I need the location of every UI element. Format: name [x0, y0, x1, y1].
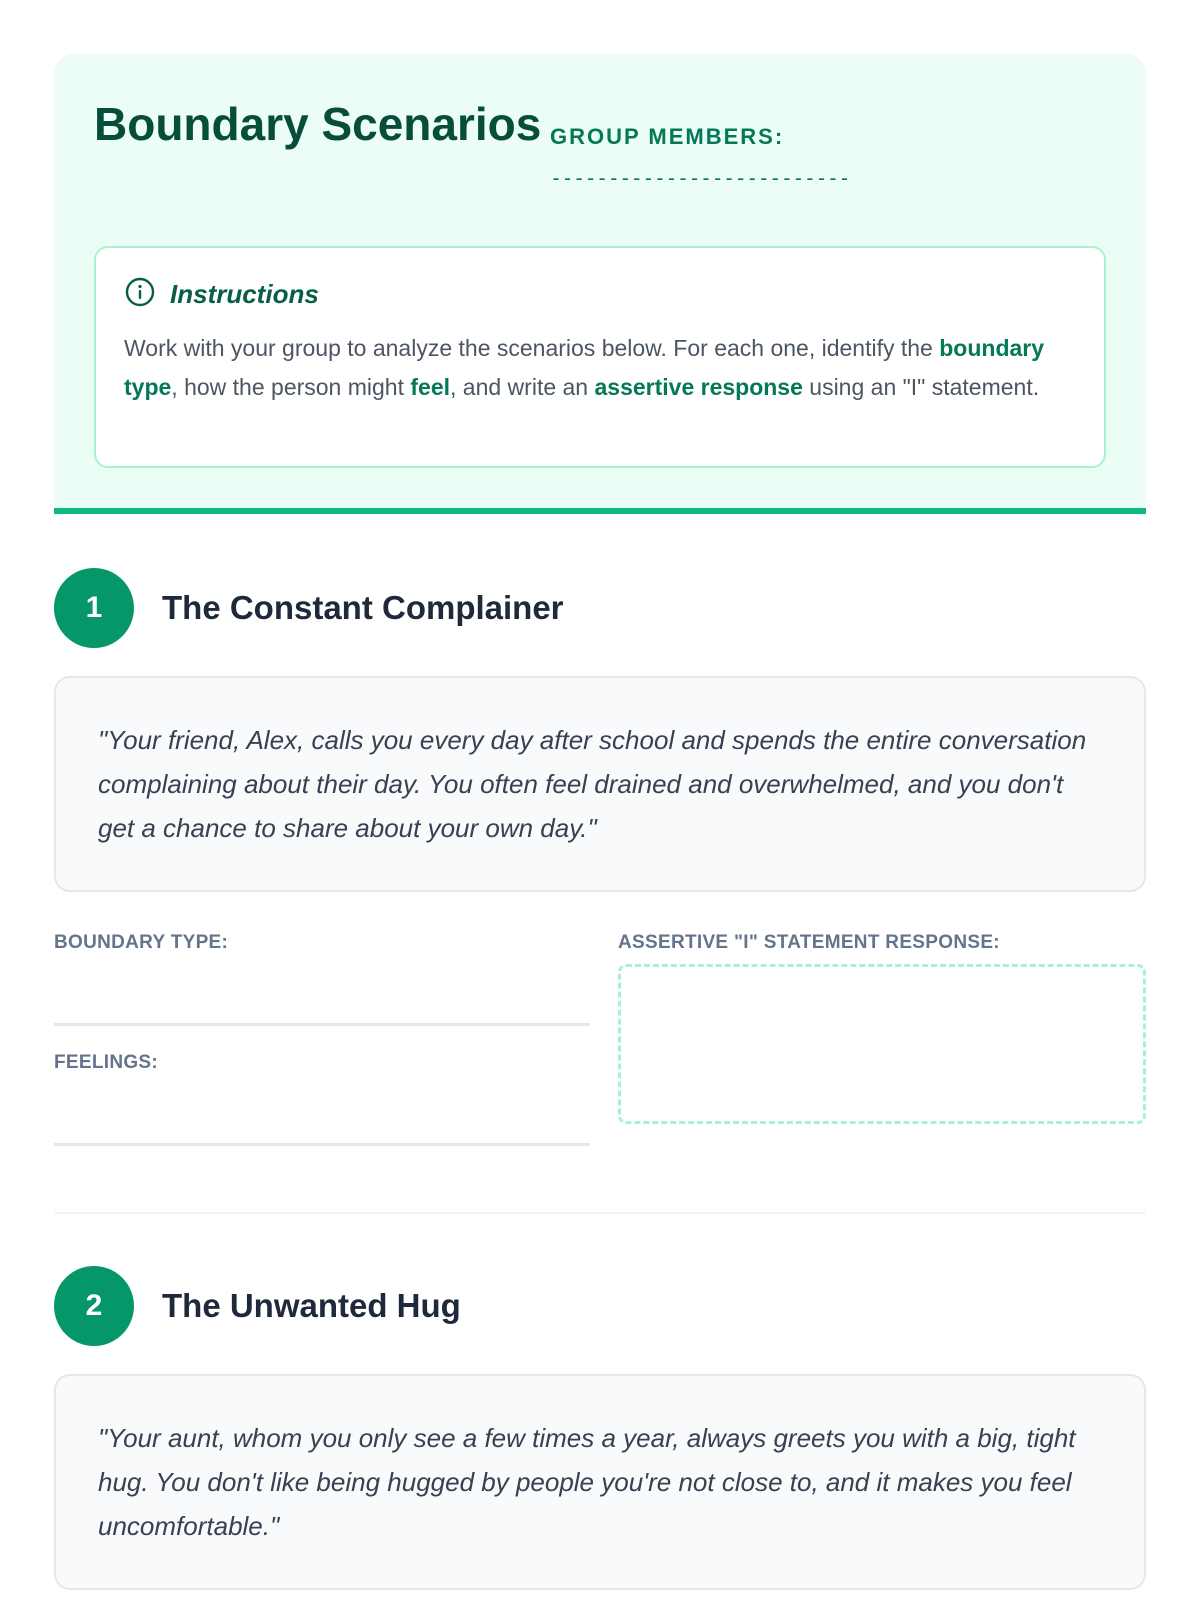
scenario-heading	[54, 1266, 1146, 1346]
scenario-divider	[54, 1212, 1146, 1266]
worksheet-header	[54, 54, 1146, 514]
scenario-quote: "Your aunt, whom you only see a few times a year, always greets you with a big, tight hug. You don't like being hugged by people you're not close to, and it makes you feel uncomfortable."	[54, 1374, 1146, 1590]
instructions-text-part: using an "I" statement.	[802, 374, 1040, 400]
group-members-line[interactable]: --------------------------	[550, 166, 851, 190]
instructions-text-part: , and write an	[450, 374, 595, 400]
group-members-label: GROUP MEMBERS:	[550, 124, 785, 149]
instructions-title: Instructions	[170, 279, 319, 309]
instructions-heading	[124, 276, 1076, 313]
feelings-input[interactable]	[54, 1074, 590, 1146]
page-title: Boundary Scenarios	[94, 98, 542, 150]
instructions-text-part: , how the person might	[171, 374, 411, 400]
boundary-type-input[interactable]	[54, 954, 590, 1026]
boundary-type-label: BOUNDARY TYPE:	[54, 932, 229, 953]
instructions-text	[124, 329, 1076, 407]
scenario-1	[54, 568, 1146, 1266]
scenario-number-badge: 1	[54, 568, 134, 648]
header-top	[94, 94, 1106, 222]
info-icon	[124, 276, 156, 313]
scenario-quote: "Your friend, Alex, calls you every day after school and spends the entire conversation complaining about their day. You often feel drained and overwhelmed, and you don't get a chance to share about your own day."	[54, 676, 1146, 892]
instructions-keyword-boundary: boundary type	[124, 335, 1045, 400]
scenario-title: The Constant Complainer	[162, 589, 564, 626]
feelings-label: FEELINGS:	[54, 1052, 159, 1073]
scenario-answer-fields	[54, 932, 1146, 1146]
instructions-text-part: Work with your group to analyze the scenarios below. For each one, identify the	[124, 335, 940, 361]
scenario-heading	[54, 568, 1146, 648]
instructions-keyword-feel: feel	[410, 374, 451, 400]
response-label: ASSERTIVE "I" STATEMENT RESPONSE:	[618, 932, 1000, 953]
instructions-keyword-response: assertive response	[594, 374, 803, 400]
response-input-box[interactable]	[618, 964, 1146, 1124]
answer-left-column	[54, 932, 590, 1146]
instructions-box	[94, 246, 1106, 468]
scenario-number-badge: 2	[54, 1266, 134, 1346]
feelings-field	[54, 1052, 590, 1146]
scenario-title: The Unwanted Hug	[162, 1287, 461, 1324]
boundary-type-field	[54, 932, 590, 1026]
answer-right-column	[618, 932, 1146, 1146]
scenario-2	[54, 1266, 1146, 1590]
group-members	[550, 94, 850, 190]
